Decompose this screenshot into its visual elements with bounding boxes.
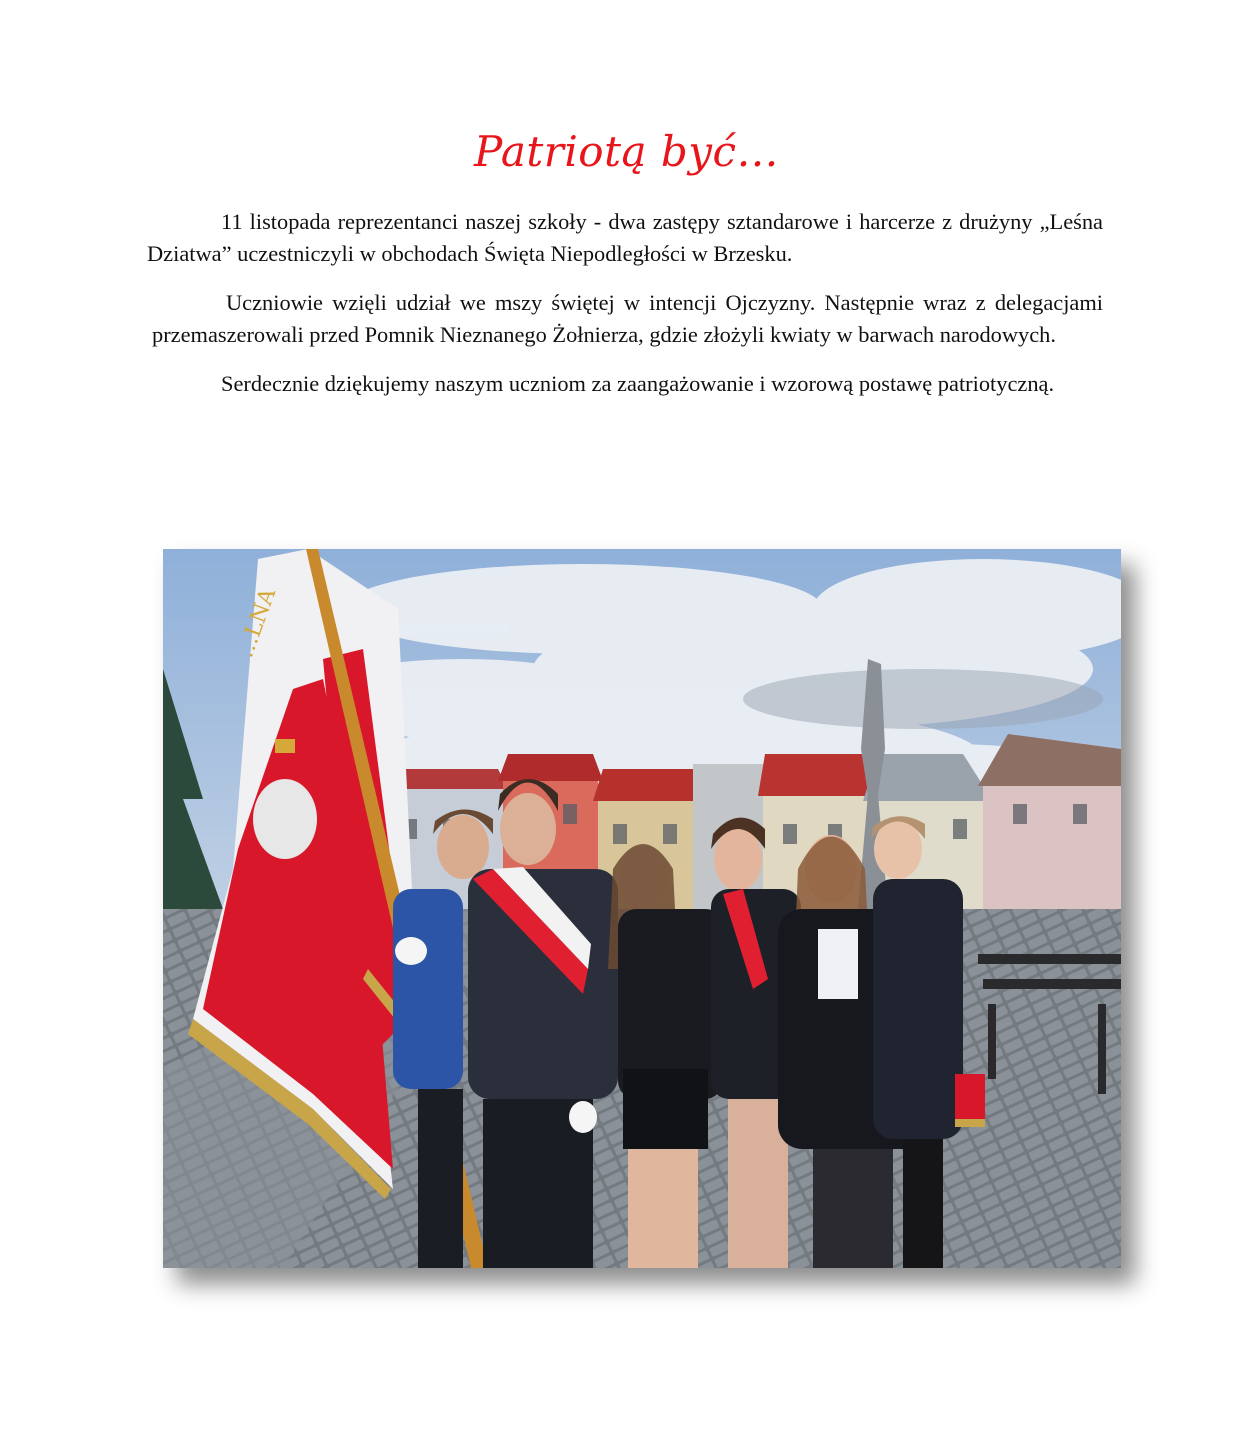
event-photo xyxy=(163,549,1121,1268)
article-body xyxy=(147,206,1103,417)
banner-lettering: …LNA xyxy=(233,585,282,662)
paragraph-2: Uczniowie wzięli udział we mszy świętej w intencji Ojczyzny. Następnie wraz z delegacjami przemaszerowali przed Pomnik Nieznanego Żołnierza, gdzie złożyli kwiaty w barwach narodowych. xyxy=(152,290,1103,347)
paragraph-1: 11 listopada reprezentanci naszej szkoły - dwa zastępy sztandarowe i harcerze z drużyny „Leśna Dziatwa” uczestniczyli w obchodach Święta Niepodległości w Brzesku. xyxy=(147,209,1103,266)
paragraph-3: Serdecznie dziękujemy naszym uczniom za zaangażowanie i wzorową postawę patriotyczną. xyxy=(221,371,1055,396)
photo-illustration xyxy=(163,549,1121,1268)
page-title: Patriotą być… xyxy=(474,127,779,176)
